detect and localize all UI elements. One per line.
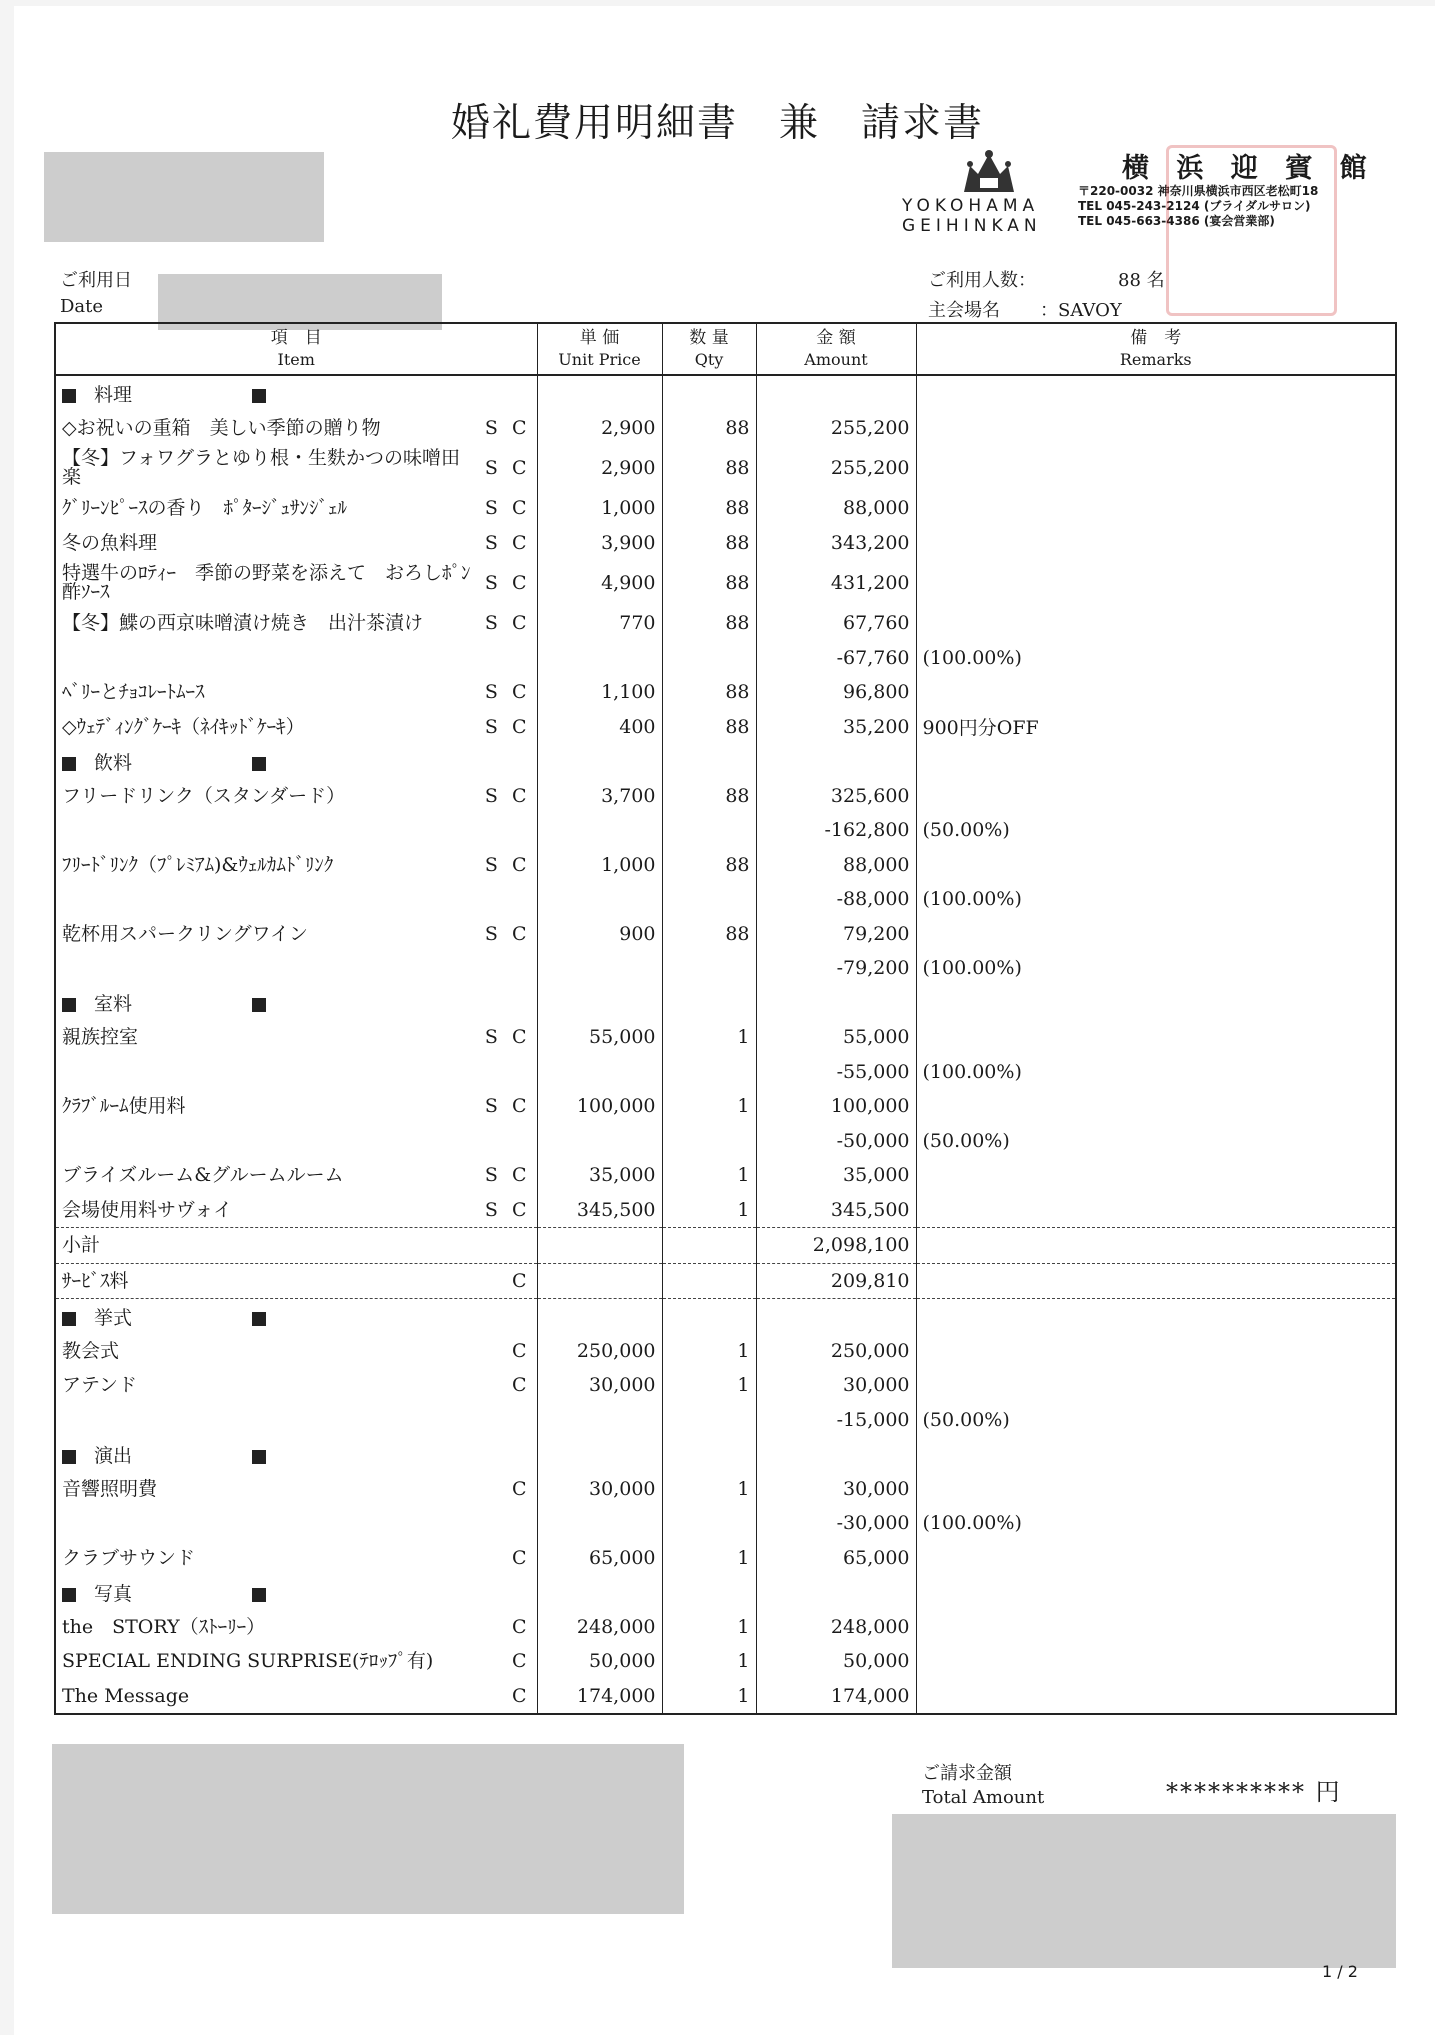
remarks: (100.00%) [922,1060,1022,1083]
section-label: 飲料 [94,751,133,774]
amount: 55,000 [756,1020,916,1055]
unit-price [537,951,662,986]
square-icon [62,1312,76,1326]
remarks [916,779,1396,814]
unit-price [537,1506,662,1541]
table-row [55,1055,1396,1090]
table-row [55,1124,1396,1159]
amount: -30,000 [756,1506,916,1541]
col-unit-price: 単 価 Unit Price [537,323,662,375]
amount: -88,000 [756,882,916,917]
col-amount: 金 額 Amount [756,323,916,375]
remarks: (100.00%) [922,1512,1022,1535]
item-name: 乾杯用スパークリングワイン [62,922,309,945]
remarks [916,917,1396,952]
charge-code: S C [484,1095,531,1118]
charge-code: S C [484,457,531,479]
quantity [662,1506,756,1541]
amount: 343,200 [756,526,916,561]
quantity: 1 [662,1193,756,1228]
amount: 30,000 [756,1472,916,1507]
quantity [662,1124,756,1159]
square-icon [252,1588,266,1602]
amount: 345,500 [756,1193,916,1228]
col-remarks: 備 考 Remarks [916,323,1396,375]
amount: 67,760 [756,606,916,641]
unit-price [537,1228,662,1264]
amount: 30,000 [756,1368,916,1403]
unit-price: 2,900 [537,411,662,446]
quantity: 88 [662,491,756,526]
remarks: (100.00%) [922,888,1022,911]
venue-address: 〒220-0032 神奈川県横浜市西区老松町18 [1078,184,1319,198]
table-row [55,1610,1396,1645]
charge-code: C [511,1615,531,1638]
unit-price [537,1124,662,1159]
remarks: (100.00%) [922,957,1022,980]
charge-code: C [511,1374,531,1397]
remarks [916,1472,1396,1507]
amount: 431,200 [756,560,916,606]
quantity [662,1228,756,1264]
item-name: ﾍﾞﾘｰとﾁｮｺﾚｰﾄﾑｰｽ [62,681,205,704]
date-label: ご利用日 Date [60,270,132,317]
amount: 88,000 [756,491,916,526]
item-name: ◇お祝いの重箱 美しい季節の贈り物 [62,416,381,439]
quantity: 1 [662,1020,756,1055]
table-row [55,848,1396,883]
quantity: 1 [662,1334,756,1369]
charge-code: C [511,1339,531,1362]
item-name: ﾌﾘｰﾄﾞﾘﾝｸ（ﾌﾟﾚﾐｱﾑ)&ｳｪﾙｶﾑﾄﾞﾘﾝｸ [62,853,334,876]
total-label: ご請求金額 Total Amount [922,1763,1045,1808]
section-label: 挙式 [94,1306,133,1329]
venue-name: 横 浜 迎 賓 館 [1122,153,1376,184]
unit-price: 250,000 [537,1334,662,1369]
table-row [55,813,1396,848]
charge-code: S C [484,853,531,876]
square-icon [252,757,266,771]
unit-price [537,882,662,917]
quantity: 1 [662,1089,756,1124]
table-row [55,1644,1396,1679]
quantity [662,1403,756,1438]
remarks: (100.00%) [922,646,1022,669]
item-name: ｻｰﾋﾞｽ料 [62,1269,129,1292]
remarks [916,1541,1396,1576]
charge-code: C [511,1684,531,1707]
table-row [55,1193,1396,1228]
table-row [55,1368,1396,1403]
remarks [916,560,1396,606]
remarks: 900円分OFF [922,717,1039,740]
remarks [916,491,1396,526]
section-header [55,1299,1396,1334]
remarks [916,675,1396,710]
quantity: 88 [662,526,756,561]
item-name: 音響照明費 [62,1477,158,1500]
remarks: (50.00%) [922,1408,1010,1431]
item-name: クラブサウンド [62,1546,196,1569]
unit-price: 900 [537,917,662,952]
quantity: 1 [662,1158,756,1193]
amount: 255,200 [756,411,916,446]
unit-price [537,813,662,848]
square-icon [62,1588,76,1602]
unit-price: 35,000 [537,1158,662,1193]
table-row [55,1472,1396,1507]
table-row [55,1020,1396,1055]
page-number: 1 / 2 [1322,1962,1358,1981]
quantity: 88 [662,445,756,491]
venue-name-en: YOKOHAMA GEIHINKAN [902,196,1042,236]
square-icon [252,1312,266,1326]
square-icon [252,1450,266,1464]
section-header [55,986,1396,1021]
quantity: 1 [662,1541,756,1576]
unit-price [537,641,662,676]
remarks [916,1020,1396,1055]
remarks [916,1679,1396,1715]
charge-code: S C [484,784,531,807]
unit-price: 30,000 [537,1368,662,1403]
quantity: 88 [662,606,756,641]
amount: 35,000 [756,1158,916,1193]
service-charge-row [55,1263,1396,1299]
amount: 250,000 [756,1334,916,1369]
table-row [55,445,1396,491]
item-name: SPECIAL ENDING SURPRISE(ﾃﾛｯﾌﾟ有) [62,1650,434,1673]
remarks [916,1644,1396,1679]
table-row [55,641,1396,676]
section-label: 演出 [94,1444,133,1467]
unit-price: 30,000 [537,1472,662,1507]
quantity: 88 [662,411,756,446]
item-name: 会場使用料サヴォイ [62,1198,233,1221]
quantity: 1 [662,1368,756,1403]
charge-code: S C [484,922,531,945]
charge-code: S C [484,1026,531,1049]
unit-price: 248,000 [537,1610,662,1645]
col-item: 項 目 Item [55,323,537,375]
total-amount: ********** 円 [1166,1778,1342,1806]
remarks [916,1158,1396,1193]
item-name: 小計 [62,1234,101,1257]
charge-code: S C [484,612,531,635]
square-icon [62,998,76,1012]
remarks [916,1610,1396,1645]
hall-label: 主会場名 [928,300,1000,321]
unit-price: 4,900 [537,560,662,606]
amount: 209,810 [756,1263,916,1299]
charge-code: C [511,1546,531,1569]
table-row [55,779,1396,814]
amount: 248,000 [756,1610,916,1645]
quantity: 1 [662,1472,756,1507]
section-header [55,744,1396,779]
table-row [55,1403,1396,1438]
quantity: 1 [662,1679,756,1715]
quantity [662,813,756,848]
redacted-block [44,152,324,242]
amount: 2,098,100 [756,1228,916,1264]
remarks [916,411,1396,446]
item-name: ブライズルーム&グルームルーム [62,1164,344,1187]
charge-code: C [511,1650,531,1673]
invoice-table [54,322,1397,1715]
table-row [55,606,1396,641]
remarks [916,1334,1396,1369]
remarks [916,1368,1396,1403]
table-row [55,1158,1396,1193]
amount: 325,600 [756,779,916,814]
remarks: (50.00%) [922,819,1010,842]
quantity [662,951,756,986]
hall-value: ：SAVOY [1040,300,1122,321]
quantity: 1 [662,1610,756,1645]
quantity: 1 [662,1644,756,1679]
item-name: 教会式 [62,1339,120,1362]
remarks [916,526,1396,561]
item-name: ｸﾗﾌﾞﾙｰﾑ使用料 [62,1095,186,1118]
unit-price: 174,000 [537,1679,662,1715]
quantity [662,1055,756,1090]
table-row [55,1541,1396,1576]
table-row [55,882,1396,917]
square-icon [252,389,266,403]
amount: 174,000 [756,1679,916,1715]
table-row [55,951,1396,986]
table-row [55,560,1396,606]
item-name: フリードリンク（スタンダード） [62,784,346,807]
subtotal-row [55,1228,1396,1264]
table-row [55,526,1396,561]
unit-price: 345,500 [537,1193,662,1228]
remarks [916,1089,1396,1124]
remarks [916,606,1396,641]
item-name: アテンド [62,1374,138,1397]
charge-code: C [511,1477,531,1500]
item-name: 【冬】鰈の西京味噌漬け焼き 出汁茶漬け [62,612,424,635]
quantity: 88 [662,848,756,883]
unit-price: 1,100 [537,675,662,710]
unit-price: 400 [537,710,662,745]
redacted-footer-left [52,1744,684,1914]
item-name: the STORY（ｽﾄｰﾘｰ） [62,1615,266,1638]
item-name: The Message [62,1684,190,1707]
charge-code: S C [484,572,531,594]
amount: 88,000 [756,848,916,883]
remarks [916,1193,1396,1228]
amount: -162,800 [756,813,916,848]
guests-label: ご利用人数： [928,270,1036,291]
table-header [55,323,1396,375]
unit-price: 100,000 [537,1089,662,1124]
charge-code: S C [484,1198,531,1221]
amount: 100,000 [756,1089,916,1124]
unit-price: 65,000 [537,1541,662,1576]
table-row [55,1506,1396,1541]
quantity: 88 [662,710,756,745]
amount: 79,200 [756,917,916,952]
amount: 96,800 [756,675,916,710]
venue-tel-banquet: TEL 045-663-4386 (宴会営業部) [1078,214,1275,228]
document-title: 婚礼費用明細書 兼 請求書 [450,101,984,146]
unit-price [537,1263,662,1299]
charge-code: S C [484,1164,531,1187]
charge-code: S C [484,681,531,704]
col-qty: 数 量 Qty [662,323,756,375]
table-row [55,1334,1396,1369]
section-label: 室料 [94,993,133,1016]
charge-code: C [511,1269,531,1292]
amount: 50,000 [756,1644,916,1679]
quantity: 88 [662,560,756,606]
section-label: 写真 [94,1582,133,1605]
remarks [916,445,1396,491]
charge-code: S C [484,497,531,520]
item-name: 【冬】フォワグラとゆり根・生麩かつの味噌田楽 [62,446,461,488]
quantity [662,641,756,676]
item-name: ◇ｳｪﾃﾞｨﾝｸﾞｹｰｷ（ﾈｲｷｯﾄﾞｹｰｷ） [62,715,305,738]
item-name: 親族控室 [62,1026,139,1049]
charge-code: S C [484,416,531,439]
amount: 255,200 [756,445,916,491]
quantity: 88 [662,779,756,814]
item-name: 特選牛のﾛﾃｨｰ 季節の野菜を添えて おろしﾎﾟﾝ酢ｿｰｽ [62,561,471,603]
company-seal [1166,145,1337,316]
quantity: 88 [662,917,756,952]
unit-price: 1,000 [537,848,662,883]
unit-price: 3,900 [537,526,662,561]
unit-price: 50,000 [537,1644,662,1679]
unit-price: 55,000 [537,1020,662,1055]
table-row [55,675,1396,710]
unit-price [537,1055,662,1090]
square-icon [62,1450,76,1464]
remarks [916,1228,1396,1264]
remarks [916,1263,1396,1299]
amount: -50,000 [756,1124,916,1159]
venue-tel-bridal: TEL 045-243-2124 (ブライダルサロン) [1078,199,1311,213]
section-header [55,1437,1396,1472]
amount: -79,200 [756,951,916,986]
section-header [55,375,1396,411]
amount: 35,200 [756,710,916,745]
charge-code: S C [484,531,531,554]
unit-price: 770 [537,606,662,641]
item-name: 冬の魚料理 [62,531,158,554]
square-icon [62,757,76,771]
remarks [916,848,1396,883]
section-label: 料理 [94,383,133,406]
quantity: 88 [662,675,756,710]
remarks: (50.00%) [922,1129,1010,1152]
quantity [662,882,756,917]
charge-code: S C [484,715,531,738]
table-row [55,411,1396,446]
square-icon [62,389,76,403]
table-row [55,491,1396,526]
guests-value: 88 名 [1118,270,1165,291]
table-row [55,917,1396,952]
quantity [662,1263,756,1299]
unit-price [537,1403,662,1438]
redacted-footer-right [892,1814,1396,1968]
unit-price: 1,000 [537,491,662,526]
table-row [55,1089,1396,1124]
square-icon [252,998,266,1012]
table-row [55,1679,1396,1715]
amount: 65,000 [756,1541,916,1576]
amount: -67,760 [756,641,916,676]
item-name: ｸﾞﾘｰﾝﾋﾟｰｽの香り ﾎﾟﾀｰｼﾞｭｻﾝｼﾞｪﾙ [62,497,348,520]
crest-icon [956,148,1022,194]
amount: -15,000 [756,1403,916,1438]
unit-price: 2,900 [537,445,662,491]
amount: -55,000 [756,1055,916,1090]
section-header [55,1575,1396,1610]
unit-price: 3,700 [537,779,662,814]
table-row [55,710,1396,745]
